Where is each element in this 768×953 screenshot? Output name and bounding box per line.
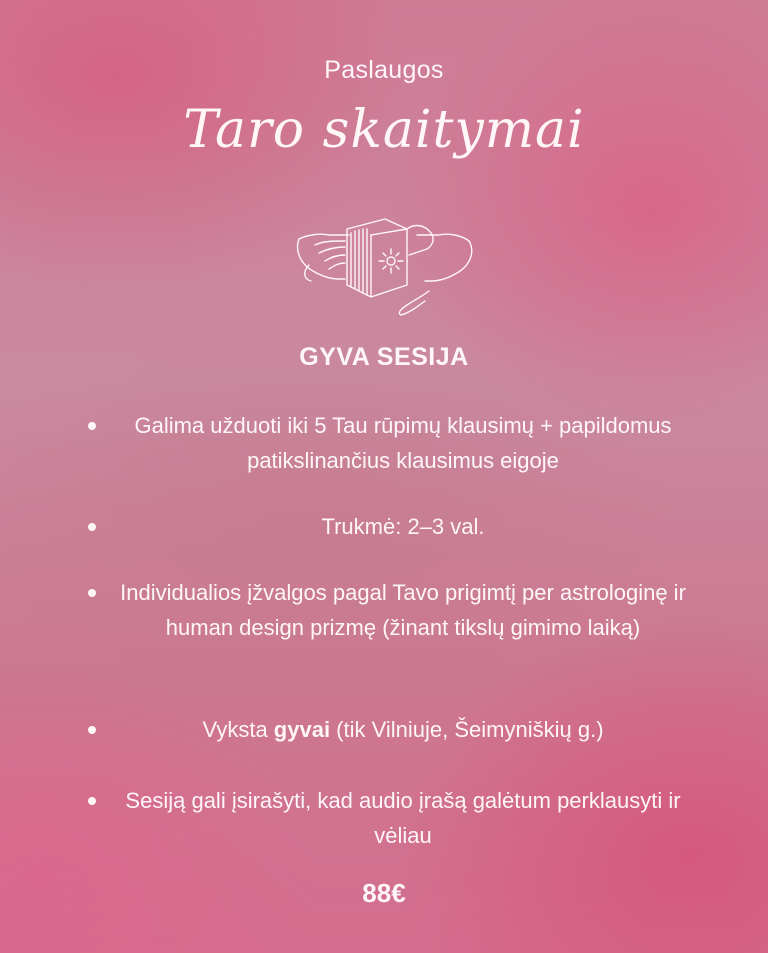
list-item-text: Trukmė: 2–3 val.	[321, 514, 485, 539]
price: 88€	[362, 878, 406, 908]
page-title: Taro skaitymai	[183, 100, 585, 160]
list-item-text: Individualios įžvalgos pagal Tavo prigimtį per astrologinę ir human design prizmę (žinant tikslų gimimo laiką)	[120, 580, 686, 640]
list-item-text-prefix: Vyksta	[202, 717, 274, 742]
bullet-dot-icon	[88, 422, 96, 430]
list-item-text: Galima užduoti iki 5 Tau rūpimų klausimų + papildomus patikslinančius klausimus eigoje	[134, 413, 672, 473]
bullet-dot-icon	[88, 589, 96, 597]
list-item-text	[118, 712, 688, 747]
bullet-dot-icon	[88, 726, 96, 734]
bullet-dot-icon	[88, 523, 96, 531]
list-item-text-suffix: (tik Vilniuje, Šeimyniškių g.)	[330, 717, 604, 742]
page-subtitle: Paslaugos	[324, 56, 444, 84]
hands-holding-tarot-cards-icon	[289, 205, 479, 325]
section-heading: GYVA SESIJA	[299, 343, 469, 371]
list-item-text: Sesiją gali įsirašyti, kad audio įrašą galėtum perklausyti ir vėliau	[125, 788, 681, 848]
bullet-dot-icon	[88, 797, 96, 805]
list-item-text-bold: gyvai	[273, 717, 331, 742]
